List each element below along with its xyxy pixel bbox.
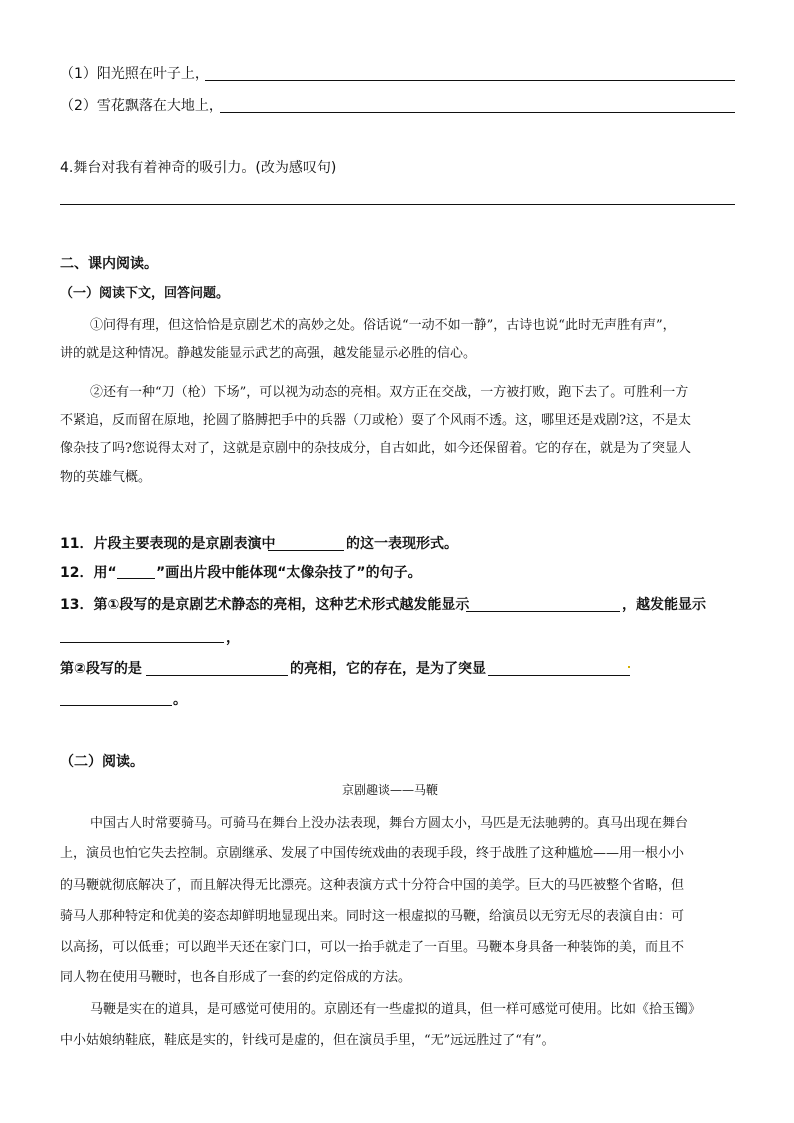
answer-blank[interactable]	[466, 611, 620, 612]
subsection-title: （一）阅读下文，回答问题。	[60, 286, 230, 301]
question-11-part-b: 的这一表现形式。	[346, 536, 458, 552]
passage-line: 同人物在使用马鞭时，也各自形成了一套的约定俗成的方法。	[60, 970, 412, 985]
stray-mark	[628, 666, 630, 668]
passage-line: ②还有一种“刀（枪）下场”，可以视为动态的亮相。双方正在交战，一方被打败，跑下去了。可胜利一方	[90, 385, 689, 400]
question-13-part-a: 13．第①段写的是京剧艺术静态的亮相，这种艺术形式越发能显示	[60, 597, 470, 613]
passage-line: 中小姑娘纳鞋底，鞋底是实的，针线可是虚的，但在演员手里，“无”远远胜过了“有”。	[60, 1033, 555, 1048]
question-12-part-a: 12．用“	[60, 565, 117, 581]
passage-line: 骑马人那种特定和优美的姿态却鲜明地显现出来。同时这一根虚拟的马鞭，给演员以无穷无尽的表演自由：可	[60, 909, 685, 924]
passage-line: 以高扬，可以低垂；可以跑半天还在家门口，可以一抬手就走了一百里。马鞭本身具备一种装饰的美，而且不	[60, 940, 685, 955]
question-13-part-d: 第②段写的是	[60, 661, 142, 677]
answer-blank[interactable]	[60, 642, 224, 643]
question-sentence-1: （1）阳光照在叶子上，	[60, 66, 209, 82]
question-13-part-e: 的亮相，它的存在，是为了突显	[290, 661, 486, 677]
section-title: 二、课内阅读。	[60, 256, 158, 272]
passage-line: 中国古人时常要骑马。可骑马在舞台上没办法表现，舞台方圆太小，马匹是无法驰骋的。真马出现在舞台	[90, 816, 689, 831]
passage-line: 讲的就是这种情况。静越发能显示武艺的高强，越发能显示必胜的信心。	[60, 346, 477, 361]
question-13-part-b: ，越发能显示	[622, 597, 706, 613]
question-12-part-b: ”画出片段中能体现“太像杂技了”的句子。	[156, 565, 422, 581]
passage-line: 物的英雄气概。	[60, 470, 152, 485]
subsection-title: （二）阅读。	[60, 754, 144, 770]
passage-line: 上，演员也怕它失去控制。京剧继承、发展了中国传统戏曲的表现手段，终于战胜了这种尴尬——用一根小小	[60, 846, 685, 861]
answer-blank[interactable]	[488, 675, 630, 676]
answer-blank[interactable]	[146, 675, 288, 676]
question-13-part-c: ，	[226, 630, 240, 646]
article-title: 京剧趣谈——马鞭	[342, 783, 439, 797]
question-sentence-2: （2）雪花飘落在大地上，	[60, 98, 223, 114]
answer-line[interactable]	[220, 112, 735, 113]
answer-line[interactable]	[205, 80, 735, 81]
passage-line: ①问得有理，但这恰恰是京剧艺术的高妙之处。俗话说“一动不如一静”，古诗也说“此时无声胜有声”，	[90, 318, 676, 333]
answer-blank[interactable]	[60, 705, 172, 706]
passage-line: 不紧追，反而留在原地，抡圆了胳膊把手中的兵器（刀或枪）耍了个风雨不透。这，哪里还是戏剧?这，不是太	[60, 413, 691, 428]
passage-line: 马鞭是实在的道具，是可感觉可使用的。京剧还有一些虚拟的道具，但一样可感觉可使用。比如《拾玉镯》	[90, 1002, 702, 1017]
question-4: 4.舞台对我有着神奇的吸引力。(改为感叹句)	[60, 160, 337, 176]
passage-line: 像杂技了吗?您说得太对了，这就是京剧中的杂技成分，自古如此，如今还保留着。它的存在，就是为了突显人	[60, 441, 691, 456]
underline-sample	[117, 578, 155, 579]
passage-line: 的马鞭就彻底解决了，而且解决得无比漂亮。这种表演方式十分符合中国的美学。巨大的马匹被整个省略，但	[60, 878, 685, 893]
question-11-part-a: 11．片段主要表现的是京剧表演中	[60, 536, 276, 552]
answer-line[interactable]	[60, 204, 735, 205]
question-13-part-f: 。	[173, 692, 187, 708]
answer-blank[interactable]	[268, 550, 344, 551]
